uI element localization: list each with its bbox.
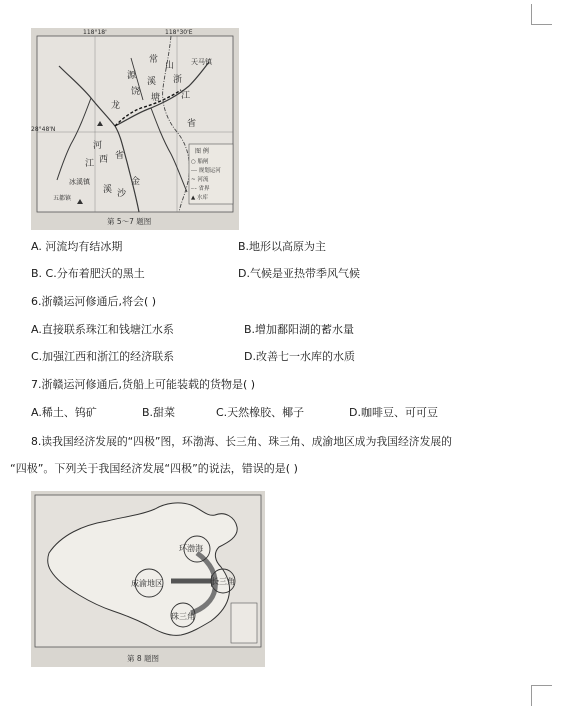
label-he: 河 — [93, 141, 103, 151]
lon-label-2: 118°30'E — [165, 29, 193, 36]
q7-option-b: B.甜菜 — [142, 406, 176, 419]
q7-option-a: A.稀土、钨矿 — [31, 406, 97, 419]
q7-stem: 7.浙赣运河修通后,货船上可能装载的货物是( ) — [31, 378, 256, 391]
page-corner-mark-bottom — [531, 685, 552, 706]
legend-canal: --- 规划运河 — [191, 168, 221, 174]
figure1-caption: 第 5～7 题图 — [107, 217, 152, 226]
page-corner-mark-top — [531, 4, 552, 25]
label-jiangxi-sheng: 省 — [115, 151, 125, 161]
label-long: 龙 — [111, 101, 121, 111]
label-tang: 塘 — [151, 93, 161, 103]
label-wudong: 五都镇 — [53, 195, 72, 202]
label-shan: 山 — [165, 61, 175, 71]
q8-stem-line1: 8.读我国经济发展的“四极”图，环渤海、长三角、珠三角、成渝地区成为我国经济发展的 — [31, 435, 452, 448]
q7-option-d: D.咖啡豆、可可豆 — [349, 406, 438, 419]
label-yuan: 源 — [127, 71, 137, 81]
label-xi: 溪 — [147, 77, 157, 87]
legend-river: ~ 河流 — [191, 177, 209, 183]
q6-option-c: C.加强江西和浙江的经济联系 — [31, 350, 175, 363]
q5-option-a: A. 河流均有结冰期 — [31, 240, 123, 253]
label-binxi: 冰溪镇 — [69, 178, 90, 186]
legend-boundary: -·- 省界 — [191, 186, 210, 192]
label-huanbohai: 环渤海 — [179, 544, 203, 553]
label-jin: 金 — [131, 177, 141, 187]
label-rao: 饶 — [131, 87, 141, 97]
label-zhe: 浙 — [173, 75, 183, 85]
q6-option-b: B.增加鄱阳湖的蓄水量 — [244, 323, 355, 336]
q7-option-c: C.天然橡胶、椰子 — [216, 406, 305, 419]
lon-label-1: 118°18' — [83, 29, 107, 36]
south-sea-inset — [231, 603, 257, 643]
label-jiangxi-jiang: 江 — [85, 159, 95, 169]
label-tianma: 天马镇 — [191, 58, 212, 66]
q6-option-a: A.直接联系珠江和钱塘江水系 — [31, 323, 174, 336]
label-chang: 常 — [149, 55, 159, 65]
label-sheng: 省 — [187, 119, 197, 129]
q6-stem: 6.浙赣运河修通后,将会( ) — [31, 295, 157, 308]
legend-reservoir: ▲ 水库 — [191, 195, 208, 201]
q6-option-d: D.改善七一水库的水质 — [244, 350, 355, 363]
canal-map-figure — [31, 28, 239, 230]
four-poles-map-figure — [31, 491, 265, 667]
label-xi2: 溪 — [103, 185, 113, 195]
label-sha: 沙 — [117, 189, 127, 199]
lat-label: 28°48'N — [31, 126, 56, 133]
canal-map-svg — [31, 28, 239, 230]
label-jiangxi-xi: 西 — [99, 155, 109, 165]
legend-title: 图 例 — [195, 148, 209, 155]
legend-lock: ○ 船闸 — [191, 159, 209, 165]
figure2-caption: 第 8 题图 — [127, 654, 160, 663]
q5-option-c: B. C.分布着肥沃的黑土 — [31, 267, 145, 280]
q8-stem-line2: “四极”。下列关于我国经济发展“四极”的说法，错误的是( ) — [10, 462, 298, 475]
q5-option-b: B.地形以高原为主 — [238, 240, 327, 253]
label-zhusanjiao: 珠三角 — [171, 612, 195, 621]
label-jiang: 江 — [181, 91, 191, 101]
label-changsanjiao: 长三角 — [211, 577, 235, 586]
q5-option-d: D.气候是亚热带季风气候 — [238, 267, 360, 280]
label-chengyu: 成渝地区 — [131, 579, 163, 588]
four-poles-map-svg — [31, 491, 265, 667]
